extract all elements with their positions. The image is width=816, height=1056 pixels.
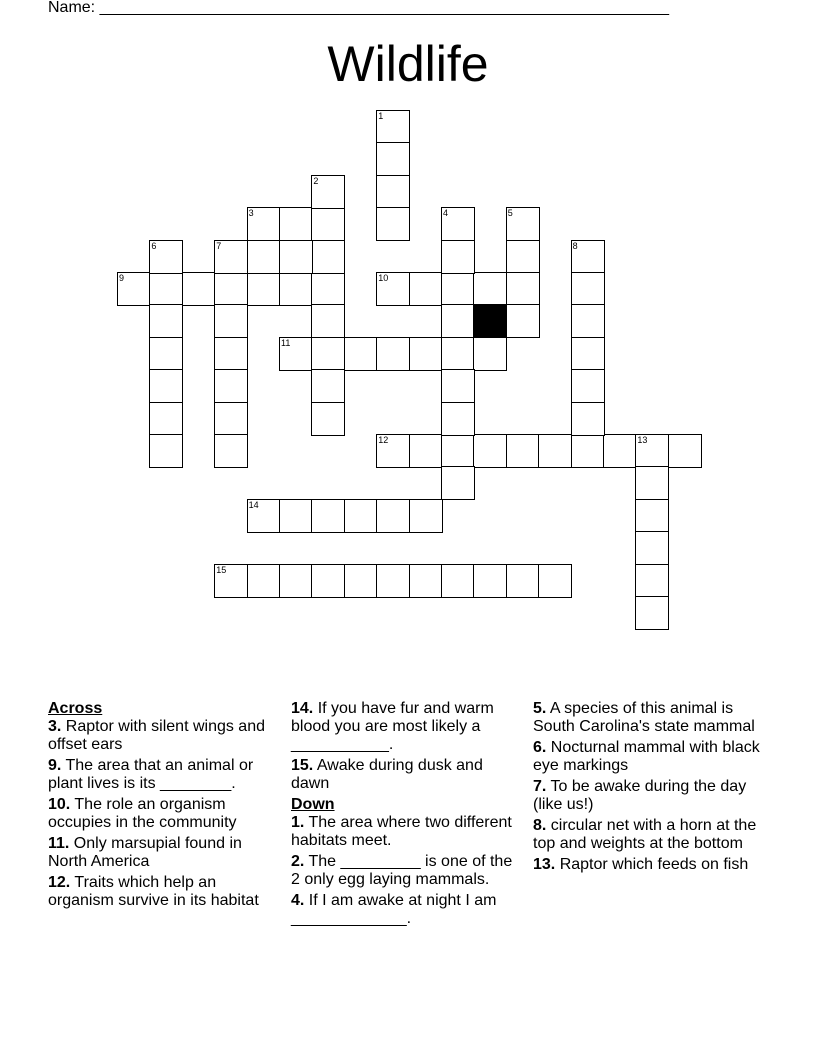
- grid-cell: [441, 304, 475, 338]
- grid-cell: [473, 564, 507, 598]
- grid-cell: [376, 434, 410, 468]
- grid-cell: [571, 304, 605, 338]
- puzzle-title: Wildlife: [327, 36, 489, 92]
- grid-cell: [376, 110, 410, 144]
- grid-cell: [214, 402, 248, 436]
- grid-cell: [506, 207, 540, 241]
- clue-down-5: [533, 700, 769, 736]
- clue-text: The area where two different habitats meet.: [291, 814, 512, 849]
- grid-cell: [506, 304, 540, 338]
- clue-number: 4.: [291, 892, 305, 909]
- grid-cell: [441, 434, 475, 468]
- clue-text: If you have fur and warm blood you are most likely a ___________.: [291, 700, 494, 753]
- clue-text: Raptor with silent wings and offset ears: [48, 718, 265, 753]
- grid-cell: [668, 434, 702, 468]
- grid-cell: [149, 434, 183, 468]
- clue-number: 10.: [48, 796, 71, 813]
- clue-down-6: [533, 739, 769, 775]
- clue-number-label: 7: [216, 240, 222, 251]
- grid-cell: [441, 240, 475, 274]
- grid-cell: [311, 240, 345, 274]
- clue-number: 12.: [48, 874, 71, 891]
- clue-text: Nocturnal mammal with black eye markings: [533, 739, 760, 774]
- clue-number-label: 5: [507, 208, 513, 219]
- grid-cell: [311, 369, 345, 403]
- grid-cell: [182, 272, 216, 306]
- grid-cell: [311, 207, 345, 241]
- grid-cell: [279, 207, 313, 241]
- clue-number-label: 12: [378, 435, 389, 445]
- grid-cell: [441, 402, 475, 436]
- grid-cell: [506, 564, 540, 598]
- grid-cell: [441, 207, 475, 241]
- clue-text: The _________ is one of the 2 only egg laying mammals.: [291, 853, 513, 888]
- clue-number: 6.: [533, 739, 547, 756]
- grid-cell: [279, 337, 313, 371]
- grid-cell: [214, 434, 248, 468]
- grid-cell: [409, 337, 443, 371]
- grid-cell: [538, 434, 572, 468]
- grid-cell: [473, 337, 507, 371]
- grid-cell: [376, 175, 410, 209]
- grid-cell: [635, 499, 669, 533]
- grid-cell: [311, 337, 345, 371]
- grid-cell: [571, 434, 605, 468]
- grid-cell: [149, 240, 183, 274]
- grid-cell: [214, 337, 248, 371]
- grid-cell: [279, 272, 313, 306]
- clue-number: 9.: [48, 757, 62, 774]
- clue-number-label: 1: [378, 111, 384, 121]
- grid-cell: [441, 337, 475, 371]
- grid-cell: [376, 142, 410, 176]
- grid-cell: [247, 564, 281, 598]
- clue-across-14: [291, 700, 515, 754]
- grid-cell: [473, 434, 507, 468]
- grid-cell: [247, 207, 281, 241]
- name-field: Name: ________________________________________________________________: [48, 0, 670, 16]
- clue-number-label: 15: [216, 564, 227, 575]
- clue-number-label: 4: [443, 208, 449, 219]
- grid-cell: [247, 272, 281, 306]
- grid-cell: [279, 564, 313, 598]
- clue-down-8: [533, 817, 769, 853]
- grid-cell: [311, 564, 345, 598]
- clue-number: 11.: [48, 835, 70, 852]
- clue-text: circular net with a horn at the top and weights at the bottom: [533, 817, 757, 852]
- clue-across-9: [48, 757, 270, 793]
- clue-down-13: [533, 856, 769, 874]
- grid-cell: [344, 564, 378, 598]
- grid-cell: [149, 402, 183, 436]
- grid-cell: [344, 337, 378, 371]
- clue-number: 1.: [291, 814, 305, 831]
- clue-down-4: [291, 892, 515, 928]
- grid-cell: [571, 402, 605, 436]
- clue-number: 15.: [291, 757, 314, 774]
- grid-cell: [214, 272, 248, 306]
- grid-cell: [409, 434, 443, 468]
- down-heading: Down: [291, 796, 335, 813]
- grid-cell: [441, 369, 475, 403]
- clue-number-label: 13: [637, 435, 648, 445]
- clue-across-12: [48, 874, 270, 910]
- clue-text: Only marsupial found in North America: [48, 835, 242, 870]
- clue-column-3: [533, 700, 769, 877]
- grid-cell: [149, 272, 183, 306]
- clue-number: 13.: [533, 856, 556, 873]
- clue-number: 8.: [533, 817, 547, 834]
- clue-number: 3.: [48, 718, 62, 735]
- clue-number-label: 14: [248, 499, 259, 510]
- clue-column-2: [291, 700, 515, 931]
- clue-across-3: [48, 718, 270, 754]
- clue-number: 5.: [533, 700, 547, 717]
- grid-cell: [506, 240, 540, 274]
- grid-cell: [279, 240, 313, 274]
- clue-number-label: 9: [119, 273, 125, 283]
- grid-cell: [571, 337, 605, 371]
- clue-down-1: [291, 814, 515, 850]
- clue-down-7: [533, 778, 769, 814]
- clue-number-label: 3: [248, 208, 254, 219]
- clue-number-label: 11: [281, 337, 291, 348]
- clue-text: Awake during dusk and dawn: [291, 757, 483, 792]
- clue-number-label: 6: [151, 240, 157, 251]
- grid-cell: [635, 466, 669, 500]
- grid-cell: [571, 369, 605, 403]
- grid-cell: [311, 304, 345, 338]
- clue-text: If I am awake at night I am _____________.: [291, 892, 497, 927]
- clue-down-2: [291, 853, 515, 889]
- grid-cell: [506, 272, 540, 306]
- grid-cell: [635, 596, 669, 630]
- grid-cell: [311, 402, 345, 436]
- clue-number-label: 8: [572, 240, 578, 251]
- grid-cell: [214, 240, 248, 274]
- grid-cell: [149, 337, 183, 371]
- grid-cell: [473, 272, 507, 306]
- grid-cell: [506, 434, 540, 468]
- grid-cell: [149, 304, 183, 338]
- grid-cell: [441, 564, 475, 598]
- clue-text: The area that an animal or plant lives is its ________.: [48, 757, 254, 792]
- clue-number: 7.: [533, 778, 547, 795]
- clue-text: A species of this animal is South Carolina's state mammal: [533, 700, 755, 735]
- grid-cell: [635, 564, 669, 598]
- grid-cell: [214, 369, 248, 403]
- clue-text: Raptor which feeds on fish: [555, 856, 749, 873]
- across-heading: Across: [48, 700, 103, 717]
- grid-cell: [376, 337, 410, 371]
- clue-across-15: [291, 757, 515, 793]
- grid-cell: [635, 531, 669, 565]
- clue-text: To be awake during the day (like us!): [533, 778, 747, 813]
- grid-cell: [571, 240, 605, 274]
- grid-cell: [214, 304, 248, 338]
- grid-cell: [376, 499, 410, 533]
- grid-cell: [409, 564, 443, 598]
- grid-cell: [247, 240, 281, 274]
- clue-across-11: [48, 835, 270, 871]
- clue-number: 2.: [291, 853, 305, 870]
- grid-cell: [247, 499, 281, 533]
- clue-across-10: [48, 796, 270, 832]
- grid-cell: [441, 272, 475, 306]
- grid-cell: [344, 499, 378, 533]
- grid-cell: [214, 564, 248, 598]
- clue-number-label: 10: [378, 273, 389, 283]
- grid-cell: [409, 272, 443, 306]
- grid-cell: [279, 499, 313, 533]
- clue-text: The role an organism occupies in the community: [48, 796, 237, 831]
- grid-cell: [117, 272, 151, 306]
- black-square: [473, 304, 507, 338]
- grid-cell: [376, 207, 410, 241]
- grid-cell: [441, 466, 475, 500]
- clue-text: Traits which help an organism survive in its habitat: [48, 874, 259, 909]
- grid-cell: [571, 272, 605, 306]
- grid-cell: [409, 499, 443, 533]
- clue-number-label: 2: [313, 175, 319, 186]
- clue-number: 14.: [291, 700, 314, 717]
- grid-cell: [376, 272, 410, 306]
- grid-cell: [311, 499, 345, 533]
- grid-cell: [538, 564, 572, 598]
- grid-cell: [311, 175, 345, 209]
- grid-cell: [149, 369, 183, 403]
- grid-cell: [635, 434, 669, 468]
- clue-column-1: [48, 700, 270, 913]
- grid-cell: [376, 564, 410, 598]
- grid-cell: [603, 434, 637, 468]
- grid-cell: [311, 272, 345, 306]
